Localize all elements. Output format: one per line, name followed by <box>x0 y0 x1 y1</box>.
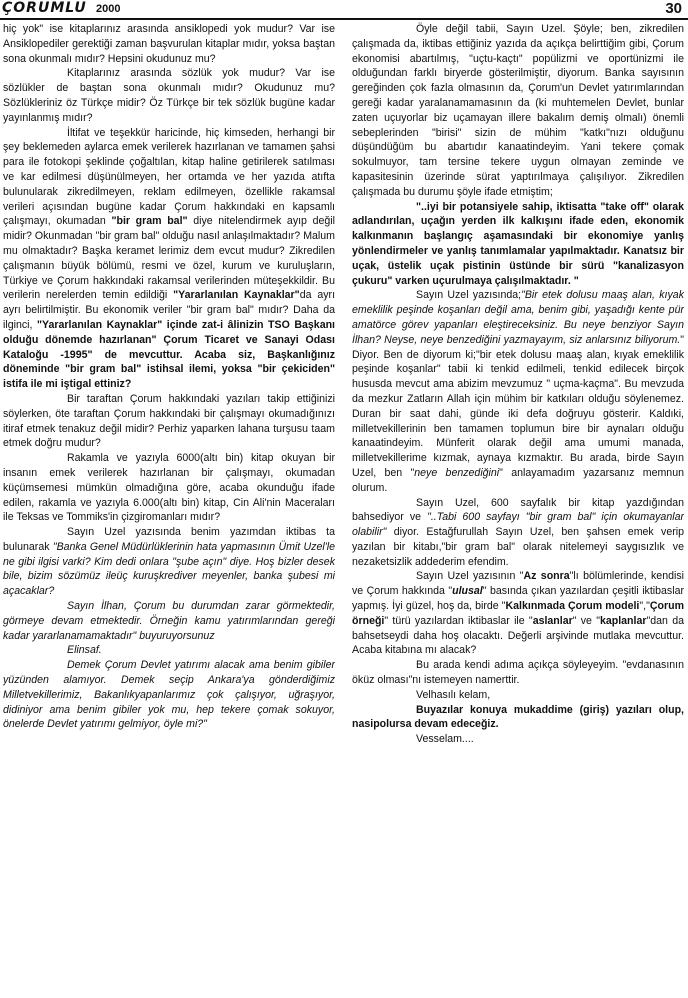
paragraph-text: Velhasılı kelam, <box>416 688 491 701</box>
bold-text: Buyazılar konuya mukaddime (giriş) yazıları olup, nasipolursa devam edeceğiz. <box>352 703 684 731</box>
paragraph-text: Rakamla ve yazıyla 6000(altı bin) kitap okuyan bir insanın emek verilerek hazırlanan bir çalışmayı, okumadan küçümsemesi mümkün olmadığına göre, acaba okunduğu ifade edilen, rakamla ve yazıyla 6.000(altı bin) kitap, Cin Ali'nin Maceraları ile Teksas ve Tommiks'in çizgiromanları mıdır? <box>3 452 335 524</box>
paragraph <box>3 525 335 599</box>
bold-text: Çorum örneği <box>352 600 684 627</box>
magazine-logo: ÇORUMLU <box>2 0 87 16</box>
paragraph-text: hiç yok" ise kitaplarınız arasında ansiklopedi yok mudur? Var ise Ansiklopediler gerektiği zaman başvurulan kitaplar mıdır, yoksa baştan sona okunmalı mıdır? Hepsini okudunuz mu? <box>3 23 335 65</box>
paragraph <box>3 643 335 658</box>
bold-text: "bir gram bal" <box>111 215 188 228</box>
bold-text: Az sonra <box>523 570 570 583</box>
italic-quote: "Banka Genel Müdürlüklerinin hata yapmasının Ümit Uzel'le ne gibi ilgisi varki? Kim dedi onlara "şube açın" diye. Hoş bizler desek bile, bizim sözümüz ileüç kuruşkrediver meyenler, banka şubesi mi açacaklar? <box>3 540 335 598</box>
paragraph-text: "lı bölümlerinde, kendisi ve Çorum hakkında " <box>352 570 684 598</box>
paragraph-text: Sayın Uzel yazısında; <box>416 289 522 302</box>
bold-text: "Yararlanılan Kaynaklar" <box>173 289 300 302</box>
paragraph <box>3 66 335 125</box>
paragraph <box>3 451 335 525</box>
paragraph-text: Vesselam.... <box>416 733 474 746</box>
bold-text: "..iyi bir potansiyele sahip, iktisatta "take off" olarak adlandırılan, uçağın yerden ilk kalkışını ifade eden, ekonomik kalkınmanın başlangıç aşamasındaki bir ekonomiye yanlış yönlendirmeler ve yanlış tanımlamalar yapılmaktadır. Kanatsız bir uçak, üstelik uçak pistinin üstünde bir sürü "kanalizasyon çukuru" varken uçurulmaya çalışılmaktadır. " <box>352 200 684 287</box>
paragraph-text: da ayrı ayrı belirtilmiştir. Bu ekonomik veriler "bir gram bal" mıdır? Daha da ilginci, <box>3 289 335 331</box>
paragraph <box>3 658 335 732</box>
paragraph-text: "dan da bahsetseydi daha hoş olacaktı. Değerli arşivinde mutlaka mevcuttur. Acaba kitabına mı alacak? <box>352 614 684 657</box>
paragraph-text: Bir taraftan Çorum hakkındaki yazıları takip ettiğinizi söylerken, öte taraftan Çorum hakkındaki bir çalışmayı okumadığınızı itiraf etmek tenakuz değil midir? Perhiz yaparken lahana turşusu taam etmek doğru mudur? <box>3 392 335 450</box>
bold-text: "Yararlanılan Kaynaklar" içinde zat-i âlinizin TSO Başkanı olduğu dönemde hazırlanan" Çorum Ticaret ve Sanayi Odası Kataloğu -1995" de mevcuttur. Acaba siz, Başkanlığınız döneminde "bir gram bal" istihsal ilemi, yoksa "bir çekiciden" istifa ile mi iştigal ettiniz? <box>3 318 335 391</box>
issue-year: 2000 <box>96 3 121 15</box>
paragraph-text: " basında çıkan yazılardan çeşitli iktibaslar yapmış. İyi güzel, hoş da, birde " <box>352 585 684 613</box>
bold-text: kaplanlar <box>599 614 647 627</box>
paragraph-text: " anlayamadım yazarsanız memnun olurum. <box>352 466 684 494</box>
paragraph <box>3 126 335 392</box>
paragraph-text: Sayın Uzel yazısında benim yazımdan iktibas ta bulunarak <box>3 526 335 553</box>
paragraph <box>352 658 684 688</box>
paragraph-text: Sayın Uzel yazısının " <box>416 570 524 583</box>
paragraph <box>352 688 684 703</box>
paragraph <box>352 569 684 658</box>
page-header <box>0 0 688 18</box>
paragraph <box>3 599 335 643</box>
bold-text: ulusal <box>452 585 483 598</box>
page-number: 30 <box>665 0 682 17</box>
paragraph <box>352 496 684 570</box>
paragraph-text: diye nitelendirmek ayıp değil midir? Okunmadan "bir gram bal" olduğu nasıl anlaşılmaktadır? Malum mu olmaktadır? Başka keramet lerimiz dem evcut mudur? Zikredilen çalışmanın büyük bölümü, resmi ve özel, kurum ve kuruluşların, Türkiye ve Çorum hakkındaki rakamsal verilerinden müteşekkildir. Bu verilerin nerelerden temin edildiği <box>3 215 335 302</box>
italic-quote: Elinsaf. <box>67 644 102 657</box>
italic-quote: Demek Çorum Devlet yatırımı alacak ama benim gibiler yüzünden alamıyor. Demek seçip Ankara'ya gönderdiğimiz Milletvekillerimiz, Bakanlıkyapanlarımız çok çalışıyor, uğraşıyor, didiniyor ama benim gibiler yok mu, hep tekere çomak sokuyor, önelerde Devlet yatırımı gelmiyor, öyle mi?" <box>3 659 335 731</box>
paragraph-text: " türü yazılardan iktibaslar ile " <box>384 614 533 627</box>
paragraph-text: Kitaplarınız arasında sözlük yok mudur? Var ise sözlükler de baştan sona okunmalı mıdır? Okudunuz mu? Sözlükleriniz öz Türkçe midir? Öz Türkçe bir tek sözlük bugüne kadar yayınlanmış mıdır? <box>3 67 335 124</box>
paragraph-text: "," <box>639 600 650 613</box>
paragraph <box>352 732 684 747</box>
italic-quote: neye benzediğini <box>414 466 500 479</box>
paragraph-text: " ve " <box>572 614 600 627</box>
paragraph-text: Öyle değil tabii, Sayın Uzel. Şöyle; ben, zikredilen çalışmada da, iktibas ettiğiniz yazıda da açıkça belirttiğim gibi, Çorum ekonomisi abartılmış, "uçtu-kaçtı" popülizmi ve oportünizmi ile olduğundan farklı biryerde gösterilmiştir, diyorum. Banka sayısının gereğinden çok fazla olmasının da, Çorum'un Devlet yatırımlarından gereği kadar yaralanamamasının da (ki muhtemelen Devlet, bunlar zaten uçuyorlar biz uçamayan illere bakalım demiş olmalı) önemli sebeplerinden "birisi" sizin de mühim "katkı"nızı olduğunu düşündüğüm bu abartıdır kanaatindeyim. Yani tekere çomak sokulmuyor, tam tersine tekere uygun olmayan zeminde ve kapasitesinin üzerinde sürat yaptırılmaya çalışılıyor. Zikredilen çalışmada bu durumu şöyle ifade etmiştim; <box>352 23 684 198</box>
paragraph <box>352 703 684 733</box>
paragraph <box>3 392 335 451</box>
right-column <box>352 22 684 994</box>
paragraph-text: " Diyor. Ben de diyorum ki;"bir etek dolusu maaş alan, kıyak emeklilik peşinde koşanlar" tabii ki tenkid edilmeli, tenkid edilecek birçok hususda mevcut ama abizim mevzumuz " uçma-kaçma". Bu mevzuda da mezkur Zatların Allah için mühim bir katkıları olduğu söylenemez. Duran bir saat dahi, günde iki defa doğruyu gösterir. Kaldıki, milletvekillerinin ben tamamen toplumun bire bir aynaları olduğu kanaatindeyim. Münferit olarak değil ama umumi manada, milletvekillerime kızmak, aynaya kızmaktır. Bu arada, birde Sayın Uzel, ben " <box>352 333 684 479</box>
paragraph-text: diyor. Estağfurullah Sayın Uzel, ben şahsen emek verip yazılan bir kitabı,"bir gram bal" olarak nitelemeyi saygısızlık ve nezaketsizlik addederim efendim. <box>352 526 684 568</box>
bold-text: aslanlar <box>532 614 573 627</box>
paragraph <box>3 22 335 66</box>
paragraph-text: Bu arada kendi adıma açıkça söyleyeyim. "evdanasının öküz olması"nı istemeyen namerttir. <box>352 659 684 687</box>
italic-quote: "..Tabi 600 sayfayı "bir gram bal" için okumayanlar olabilir" <box>352 511 684 539</box>
italic-quote: Sayın İlhan, Çorum bu durumdan zarar görmektedir, görmeye devam etmektedir. Örneğin kamu yatırımlarından gereği kadar yararlanamamaktadır" buyuruyorsunuz <box>3 600 335 642</box>
header-rule <box>0 18 688 20</box>
paragraph <box>352 200 684 289</box>
paragraph-text: Sayın Uzel, 600 sayfalık bir kitap yazdığından bahsediyor ve <box>352 496 684 524</box>
left-column <box>3 22 335 994</box>
paragraph-text: İltifat ve teşekkür haricinde, hiç kimseden, herhangi bir şey beklemeden aylarca emek verilerek hazırlanan ve tamamen şahsi para ile fotokopi şeklinde çoğaltılan, kitap haline getirilerek satılması ve kar edilmesi düşünülmeyen, her ortamda ve her yazıda atıfta bulunularak zikredilmeyen, reklam edilmeyen, özellikle rakamsal verileri açısından bugüne kadar Çorum hakkındaki en kapsamlı çalışmayı, okumadan <box>3 126 335 228</box>
italic-quote: "Bir etek dolusu maaş alan, kıyak emeklilik peşinde koşanları değil ama, benim gibi, yaşadığı kente pür amatörce görev yapanları eleştireceksiniz. Bu neye benziyor Sayın İlhan? Neyse, neye benzediğini yazmayayım, siz anlarsınız biliyorum. <box>352 289 684 346</box>
paragraph <box>352 22 684 200</box>
bold-text: Kalkınmada Çorum modeli <box>505 600 640 613</box>
paragraph <box>352 288 684 495</box>
